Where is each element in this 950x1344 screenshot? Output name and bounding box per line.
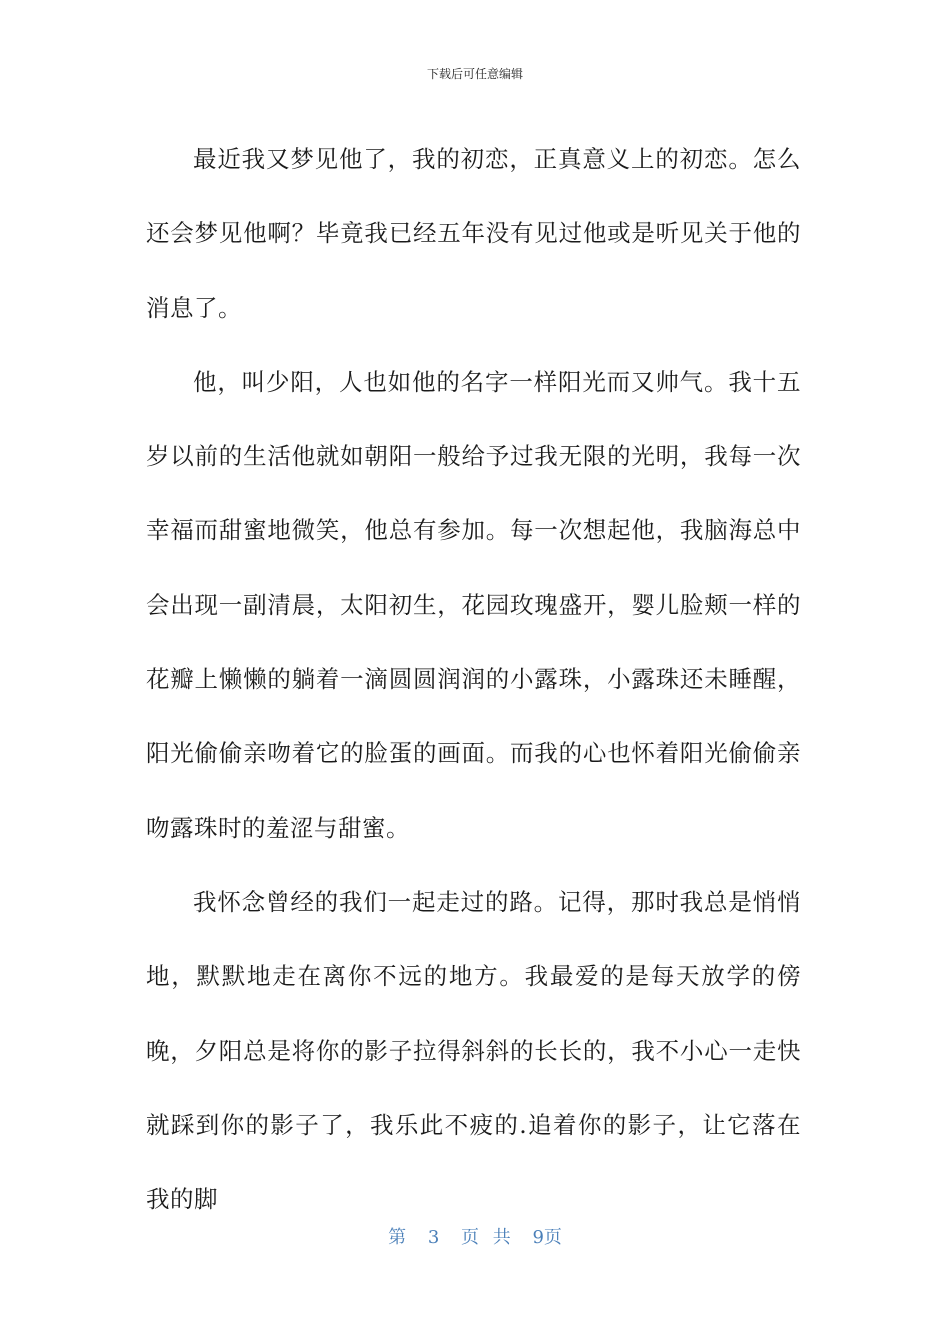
page-label-mid: 页 共 bbox=[461, 1227, 511, 1248]
paragraph-1: 最近我又梦见他了，我的初恋，正真意义上的初恋。怎么还会梦见他啊？毕竟我已经五年没有见过他或是听见关于他的消息了。 bbox=[146, 145, 801, 322]
page-footer bbox=[0, 1226, 950, 1250]
body-text bbox=[146, 122, 801, 1236]
current-page-number: 3 bbox=[427, 1227, 440, 1248]
total-pages: 9页 bbox=[532, 1227, 562, 1248]
header-note: 下载后可任意编辑 bbox=[426, 67, 523, 81]
page-label-prefix: 第 bbox=[388, 1227, 407, 1248]
paragraph-3: 我怀念曾经的我们一起走过的路。记得，那时我总是悄悄地，默默地走在离你不远的地方。我最爱的是每天放学的傍晚，夕阳总是将你的影子拉得斜斜的长长的，我不小心一走快就踩到你的影子了，我乐此不疲的.追着你的影子，让它落在我的脚 bbox=[146, 887, 801, 1214]
paragraph-2: 他，叫少阳，人也如他的名字一样阳光而又帅气。我十五岁以前的生活他就如朝阳一般给予过我无限的光明，我每一次幸福而甜蜜地微笑，他总有参加。每一次想起他，我脑海总中会出现一副清晨，太阳初生，花园玫瑰盛开，婴儿脸颊一样的花瓣上懒懒的躺着一滴圆圆润润的小露珠，小露珠还未睡醒，阳光偷偷亲吻着它的脸蛋的画面。而我的心也怀着阳光偷偷亲吻露珠时的羞涩与甜蜜。 bbox=[146, 367, 801, 842]
